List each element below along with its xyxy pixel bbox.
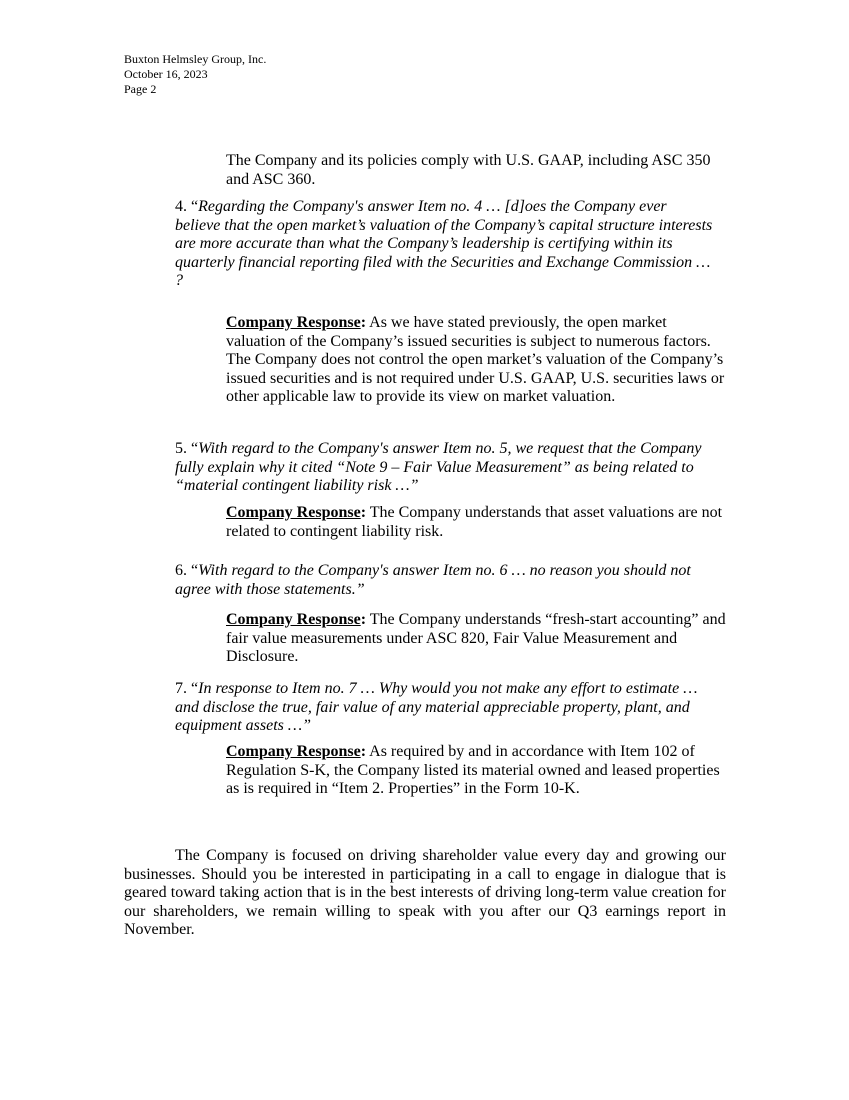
letter-header — [124, 52, 266, 97]
question-text: With regard to the Company's answer Item no. 6 … no reason you should not agree with those statements.” — [175, 562, 691, 598]
question-item-5 — [175, 440, 715, 496]
question-item-6 — [175, 562, 715, 599]
question-text: With regard to the Company's answer Item no. 5, we request that the Company fully explain why it cited “Note 9 – Fair Value Measurement” as being related to “material contingent liability risk …” — [175, 440, 702, 494]
question-item-7 — [175, 680, 715, 736]
response-label: Company Response — [226, 504, 361, 521]
question-number: 5. — [175, 440, 187, 457]
open-quote: “ — [191, 680, 199, 697]
header-company: Buxton Helmsley Group, Inc. — [124, 52, 267, 66]
response-text: The Company understands “fresh-start accounting” and fair value measurements under ASC 820, Fair Value Measurement and Disclosure. — [226, 611, 726, 665]
response-item-4 — [226, 314, 726, 407]
open-quote: “ — [191, 198, 199, 215]
response-item-5 — [226, 504, 726, 541]
header-page-number: Page 2 — [124, 82, 157, 96]
response-colon: : — [360, 743, 367, 760]
closing-paragraph: The Company is focused on driving shareholder value every day and growing our businesses. Should you be interested in participating in a call to engage in dialogue that is geared toward taking action that is in the best interests of driving long-term value creation for our shareholders, we remain willing to speak with you after our Q3 earnings report in November. — [124, 847, 726, 938]
response-text: As we have stated previously, the open market valuation of the Company’s issued securities is subject to numerous factors. The Company does not control the open market’s valuation of the Company’s issued securities and is not required under U.S. GAAP, U.S. securities laws or other applicable law to provide its view on market valuation. — [226, 314, 725, 405]
response-item-7 — [226, 743, 726, 799]
header-date: October 16, 2023 — [124, 67, 208, 81]
question-item-4 — [175, 198, 715, 291]
question-text: In response to Item no. 7 … Why would you not make any effort to estimate … and disclose the true, fair value of any material appreciable property, plant, and equipment assets …” — [175, 680, 698, 734]
response-label: Company Response — [226, 611, 361, 628]
response-label: Company Response — [226, 314, 361, 331]
response-text: As required by and in accordance with Item 102 of Regulation S-K, the Company listed its material owned and leased properties as is required in “Item 2. Properties” in the Form 10-K. — [226, 743, 720, 797]
response-label: Company Response — [226, 743, 361, 760]
question-text: Regarding the Company's answer Item no. 4 … [d]oes the Company ever believe that the open market’s valuation of the Company’s capital structure interests are more accurate than what the Company’s leadership is certifying within its quarterly financial reporting filed with the Securities and Exchange Commission … ? — [175, 198, 713, 289]
response-colon: : — [360, 611, 367, 628]
response-item-6 — [226, 611, 726, 667]
open-quote: “ — [191, 440, 199, 457]
question-number: 4. — [175, 198, 187, 215]
response-colon: : — [360, 314, 367, 331]
open-quote: “ — [191, 562, 199, 579]
question-number: 6. — [175, 562, 187, 579]
response-text: The Company understands that asset valuations are not related to contingent liability risk. — [226, 504, 723, 540]
question-number: 7. — [175, 680, 187, 697]
response-colon: : — [360, 504, 367, 521]
intro-paragraph: The Company and its policies comply with U.S. GAAP, including ASC 350 and ASC 360. — [226, 152, 711, 188]
